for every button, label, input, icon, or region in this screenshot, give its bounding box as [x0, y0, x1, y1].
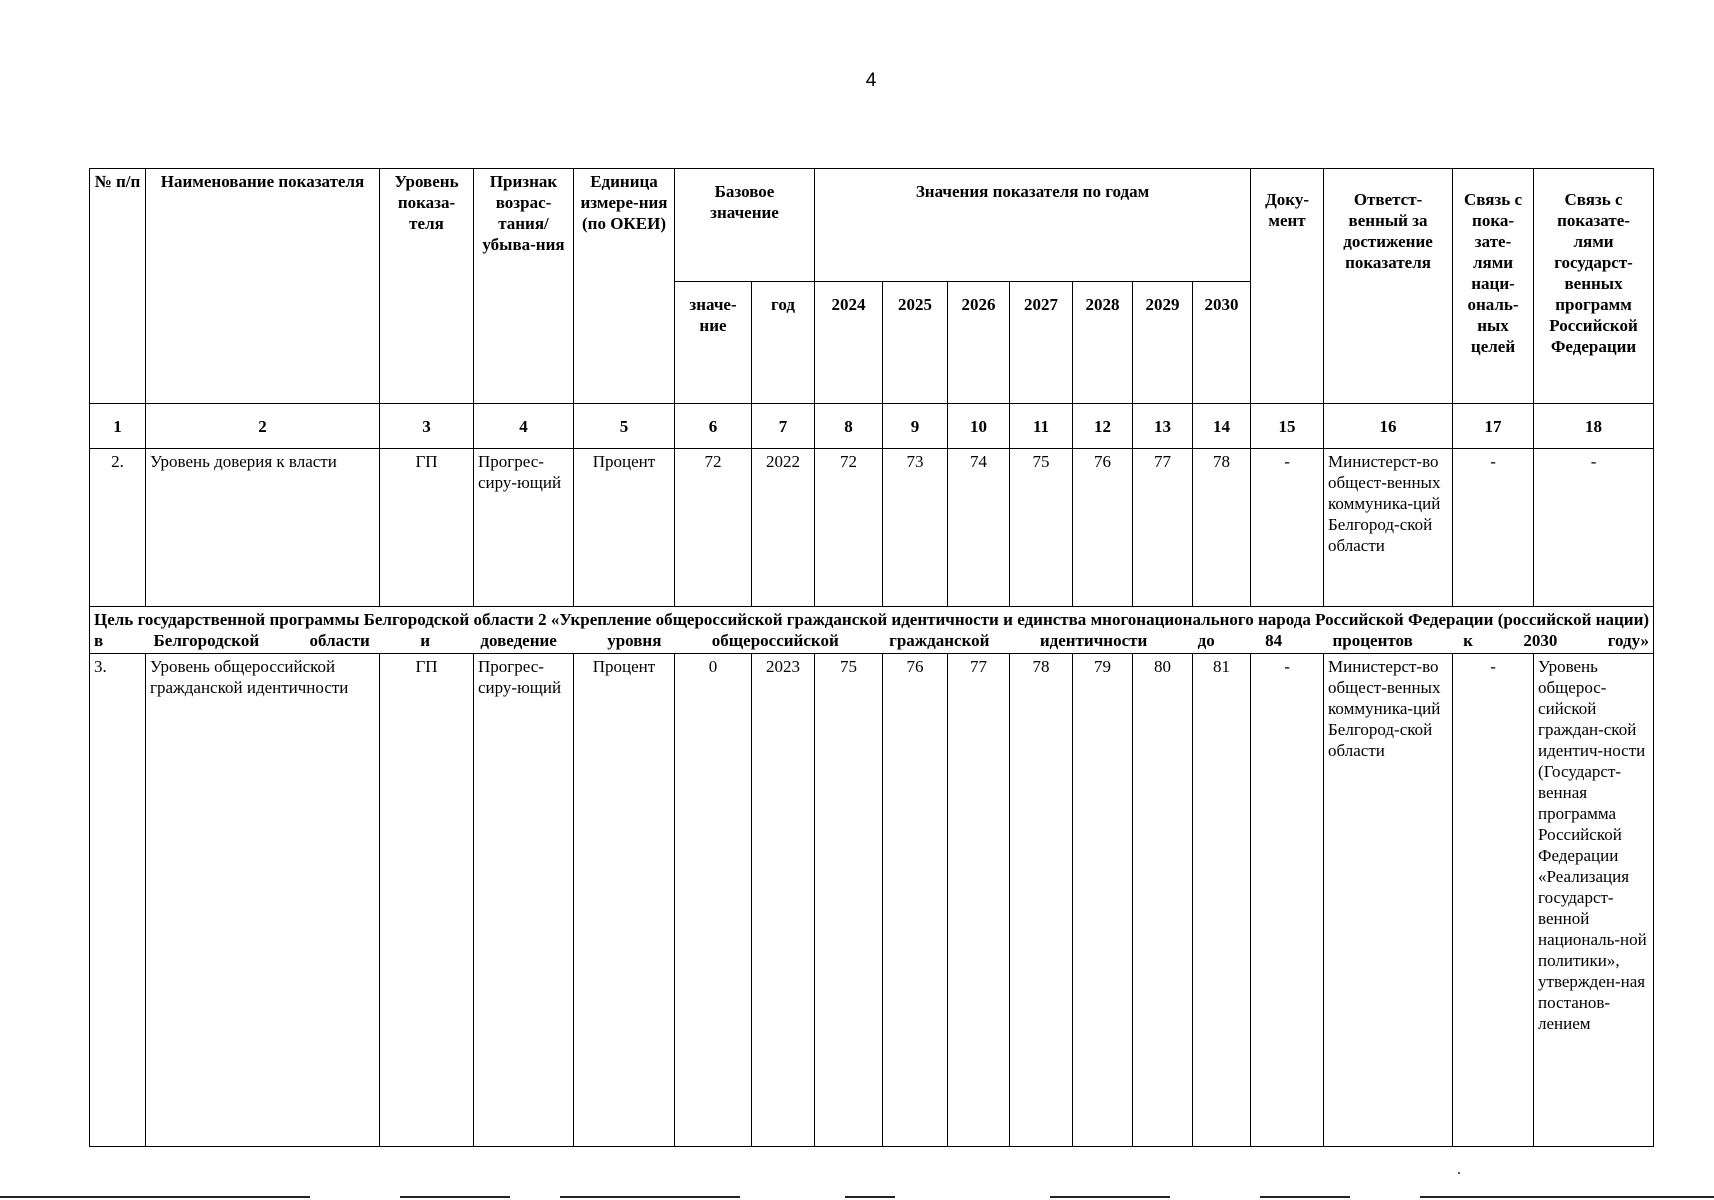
column-number: 16: [1324, 404, 1453, 449]
scan-speck: [1458, 1172, 1460, 1174]
indicator-level: ГП: [380, 449, 474, 607]
value-2029: 77: [1133, 449, 1193, 607]
indicator-unit: Процент: [574, 654, 675, 1147]
header-responsible: Ответст-венный за достижение показателя: [1324, 169, 1453, 404]
scan-edge-line: [0, 1196, 310, 1198]
header-year-2030: 2030: [1193, 282, 1251, 404]
scan-edge-line: [1420, 1196, 1714, 1198]
column-number: 14: [1193, 404, 1251, 449]
scan-edge-line: [560, 1196, 740, 1198]
header-year-2024: 2024: [815, 282, 883, 404]
column-number: 5: [574, 404, 675, 449]
scan-edge-line: [1260, 1196, 1350, 1198]
header-years-group: Значения показателя по годам: [815, 169, 1251, 282]
column-number: 4: [474, 404, 574, 449]
column-number: 18: [1534, 404, 1654, 449]
column-number-row: [90, 404, 1654, 449]
column-number: 1: [90, 404, 146, 449]
indicator-trend: Прогрес-сиру-ющий: [474, 654, 574, 1147]
value-2027: 78: [1010, 654, 1073, 1147]
row-num: 2.: [90, 449, 146, 607]
indicator-name: Уровень доверия к власти: [146, 449, 380, 607]
header-base-year: год: [752, 282, 815, 404]
base-value: 0: [675, 654, 752, 1147]
national-goals-link: -: [1453, 654, 1534, 1147]
column-number: 2: [146, 404, 380, 449]
value-2027: 75: [1010, 449, 1073, 607]
column-number: 9: [883, 404, 948, 449]
indicators-table: [89, 168, 1654, 1147]
header-federal-programs: Связь с показате-лями государст-венных программ Российской Федерации: [1534, 169, 1654, 404]
indicator-level: ГП: [380, 654, 474, 1147]
value-2030: 78: [1193, 449, 1251, 607]
column-number: 12: [1073, 404, 1133, 449]
value-2028: 79: [1073, 654, 1133, 1147]
goal-row: [90, 607, 1654, 654]
header-year-2027: 2027: [1010, 282, 1073, 404]
column-number: 17: [1453, 404, 1534, 449]
value-2025: 73: [883, 449, 948, 607]
scan-edge-line: [400, 1196, 510, 1198]
header-trend: Признак возрас-тания/ убыва-ния: [474, 169, 574, 404]
header-base-value: значе-ние: [675, 282, 752, 404]
federal-programs-link: -: [1534, 449, 1654, 607]
column-number: 6: [675, 404, 752, 449]
column-number: 8: [815, 404, 883, 449]
header-year-2028: 2028: [1073, 282, 1133, 404]
indicator-unit: Процент: [574, 449, 675, 607]
document: -: [1251, 449, 1324, 607]
header-name: Наименование показателя: [146, 169, 380, 404]
indicator-trend: Прогрес-сиру-ющий: [474, 449, 574, 607]
document: -: [1251, 654, 1324, 1147]
responsible: Министерст-во общест-венных коммуника-ций Белгород-ской области: [1324, 449, 1453, 607]
value-2024: 72: [815, 449, 883, 607]
column-number: 11: [1010, 404, 1073, 449]
base-value: 72: [675, 449, 752, 607]
national-goals-link: -: [1453, 449, 1534, 607]
header-base-group: Базовое значение: [675, 169, 815, 282]
table-row: [90, 654, 1654, 1147]
value-2030: 81: [1193, 654, 1251, 1147]
header-national-goals: Связь с пока-зате-лями наци-ональ-ных целей: [1453, 169, 1534, 404]
federal-programs-link: Уровень общерос-сийской граждан-ской идентич-ности (Государст-венная программа Российской Федерации «Реализация государст-венной националь-ной политики», утвержден-ная постанов-лением: [1534, 654, 1654, 1147]
program-goal: Цель государственной программы Белгородской области 2 «Укрепление общероссийской гражданской идентичности и единства многонационального народа Российской Федерации (российской нации) в Белгородской области и доведение уровня общероссийской гражданской идентичности до 84 процентов к 2030 году»: [90, 607, 1654, 654]
base-year: 2022: [752, 449, 815, 607]
table-row: [90, 449, 1654, 607]
indicator-name: Уровень общероссийской гражданской идентичности: [146, 654, 380, 1147]
header-document: Доку-мент: [1251, 169, 1324, 404]
value-2029: 80: [1133, 654, 1193, 1147]
column-number: 15: [1251, 404, 1324, 449]
page-number: 4: [865, 70, 877, 91]
header-year-2026: 2026: [948, 282, 1010, 404]
column-number: 3: [380, 404, 474, 449]
header-year-2025: 2025: [883, 282, 948, 404]
row-num: 3.: [90, 654, 146, 1147]
header-row-1: [90, 169, 1654, 282]
header-num: № п/п: [90, 169, 146, 404]
scan-edge-line: [845, 1196, 895, 1198]
responsible: Министерст-во общест-венных коммуника-ций Белгород-ской области: [1324, 654, 1453, 1147]
header-unit: Единица измере-ния (по ОКЕИ): [574, 169, 675, 404]
scan-edge-line: [1050, 1196, 1170, 1198]
value-2026: 77: [948, 654, 1010, 1147]
column-number: 10: [948, 404, 1010, 449]
column-number: 7: [752, 404, 815, 449]
value-2026: 74: [948, 449, 1010, 607]
value-2028: 76: [1073, 449, 1133, 607]
base-year: 2023: [752, 654, 815, 1147]
header-level: Уровень показа-теля: [380, 169, 474, 404]
column-number: 13: [1133, 404, 1193, 449]
value-2024: 75: [815, 654, 883, 1147]
value-2025: 76: [883, 654, 948, 1147]
header-year-2029: 2029: [1133, 282, 1193, 404]
